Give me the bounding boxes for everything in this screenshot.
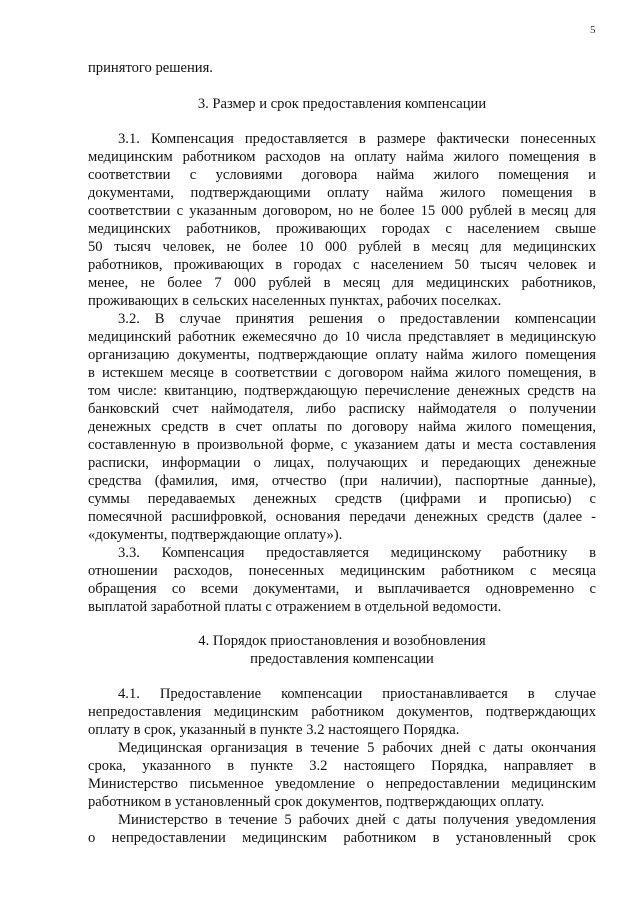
text-line: отношении расходов, понесенных медицинским работником с месяца [88, 563, 596, 579]
text-line: организацию документы, подтверждающие оплату найма жилого помещения [88, 347, 596, 363]
text-line: работником в установленный срок документов, подтверждающих оплату. [88, 794, 545, 810]
text-line: средства (фамилия, имя, отчество (при наличии), паспортные данные), [88, 473, 596, 489]
text-line: оплату в срок, указанный в пункте 3.2 настоящего Порядка. [88, 722, 460, 738]
text-line: соответствии с условиями договора найма жилого помещения и [88, 167, 596, 183]
text-line: расписки, информации о лицах, получающих и передающих денежные [88, 455, 596, 471]
text-line: соответствии с указанным договором, но не более 15 000 рублей в месяц для [88, 203, 596, 219]
text-line: проживающих в сельских населенных пунктах, рабочих поселках. [88, 293, 502, 309]
text-line: банковский счет наймодателя, либо расписку наймодателя о получении [88, 401, 596, 417]
intro-tail: принятого решения. [88, 60, 213, 76]
text-line: документами, подтверждающими оплату найма жилого помещения в [88, 185, 596, 201]
section-4-heading-cont: предоставления компенсации [250, 651, 434, 667]
text-line: Министерство в течение 5 рабочих дней с даты получения уведомления [118, 812, 596, 828]
text-line: менее, не более 7 000 рублей в месяц для медицинских работников, [88, 275, 596, 291]
section-3-heading: 3. Размер и срок предоставления компенсации [197, 96, 487, 112]
text-line: срока, указанного в пункте 3.2 настоящего Порядка, направляет в [88, 758, 596, 774]
text-line: суммы передаваемых денежных средств (цифрами и прописью) с [88, 491, 596, 507]
text-line: медицинских работников, проживающих городах с населением свыше [88, 221, 596, 237]
text-line: работников, проживающих в городах с населением 50 тысяч человек и [88, 257, 596, 273]
text-line: медицинским работником расходов на оплату найма жилого помещения в [88, 149, 596, 165]
text-line: обращения со всеми документами, и выплачивается одновременно с [88, 581, 596, 597]
text-line: в истекшем месяце в соответствии с договором найма жилого помещения, в [88, 365, 596, 381]
text-line: «документы, подтверждающие оплату»). [88, 527, 343, 543]
text-line: 3.1. Компенсация предоставляется в размере фактически понесенных [118, 131, 596, 147]
text-line: выплатой заработной платы с отражением в отдельной ведомости. [88, 599, 502, 615]
text-line: 3.2. В случае принятия решения о предоставлении компенсации [118, 311, 596, 327]
text-line: помесячной расшифровкой, основания передачи денежных средств (далее - [88, 509, 596, 525]
page-number: 5 [590, 24, 596, 36]
text-line: 4.1. Предоставление компенсации приостанавливается в случае [118, 686, 596, 702]
text-line: денежных средств в счет оплаты по договору найма жилого помещения, [88, 419, 596, 435]
text-line: Министерство письменное уведомление о непредоставлении медицинским [88, 776, 596, 792]
text-line: Медицинская организация в течение 5 рабочих дней с даты окончания [118, 740, 596, 756]
text-line: 50 тысяч человек, не более 10 000 рублей в месяц для медицинских [88, 239, 596, 255]
section-4-heading: 4. Порядок приостановления и возобновления [198, 633, 486, 649]
text-line: 3.3. Компенсация предоставляется медицинскому работнику в [118, 545, 596, 561]
text-line: медицинский работник ежемесячно до 10 числа представляет в медицинскую [88, 329, 596, 345]
text-line: о непредоставлении медицинским работником в установленный срок [88, 830, 596, 846]
text-line: непредоставления медицинским работником документов, подтверждающих [88, 704, 596, 720]
text-line: том числе: квитанцию, подтверждающую перечисление денежных средств на [88, 383, 596, 399]
text-line: составленную в произвольной форме, с указанием даты и места составления [88, 437, 596, 453]
